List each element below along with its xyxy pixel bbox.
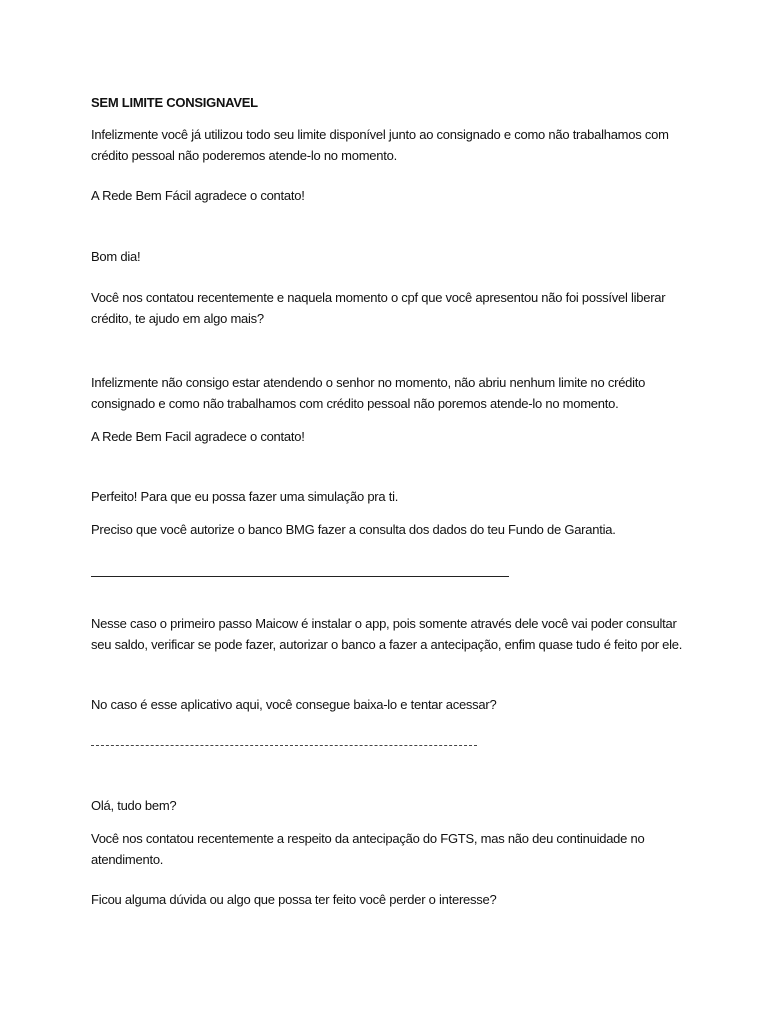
- paragraph-no-limit: Infelizmente você já utilizou todo seu limite disponível junto ao consignado e como não trabalhamos com crédito pessoal não poderemos atende-lo no momento.: [91, 127, 669, 163]
- paragraph-thanks-2: A Rede Bem Facil agradece o contato!: [91, 429, 305, 444]
- paragraph-download-app: No caso é esse aplicativo aqui, você consegue baixa-lo e tentar acessar?: [91, 697, 497, 712]
- paragraph-greeting-2: Olá, tudo bem?: [91, 798, 177, 813]
- paragraph-any-doubt: Ficou alguma dúvida ou algo que possa ter feito você perder o interesse?: [91, 892, 497, 907]
- document-title: SEM LIMITE CONSIGNAVEL: [91, 95, 258, 110]
- paragraph-thanks-1: A Rede Bem Fácil agradece o contato!: [91, 188, 305, 203]
- paragraph-cpf-not-released: Você nos contatou recentemente e naquela momento o cpf que você apresentou não foi possível liberar crédito, te ajudo em algo mais?: [91, 290, 666, 326]
- separator-line: [91, 576, 509, 577]
- paragraph-cannot-serve: Infelizmente não consigo estar atendendo o senhor no momento, não abriu nenhum limite no crédito consignado e como não trabalhamos com crédito pessoal não poremos atende-lo no momento.: [91, 375, 646, 411]
- paragraph-simulation: Perfeito! Para que eu possa fazer uma simulação pra ti.: [91, 489, 399, 504]
- paragraph-install-app: Nesse caso o primeiro passo Maicow é instalar o app, pois somente através dele você vai poder consultar seu saldo, verificar se pode fazer, autorizar o banco a fazer a antecipação, enfim quase tudo é feito por ele.: [91, 616, 683, 652]
- paragraph-fgts-followup: Você nos contatou recentemente a respeito da antecipação do FGTS, mas não deu continuidade no atendimento.: [91, 831, 645, 867]
- dashed-separator: [91, 745, 477, 746]
- paragraph-authorize-bmg: Preciso que você autorize o banco BMG fazer a consulta dos dados do teu Fundo de Garantia.: [91, 522, 616, 537]
- paragraph-greeting-1: Bom dia!: [91, 249, 141, 264]
